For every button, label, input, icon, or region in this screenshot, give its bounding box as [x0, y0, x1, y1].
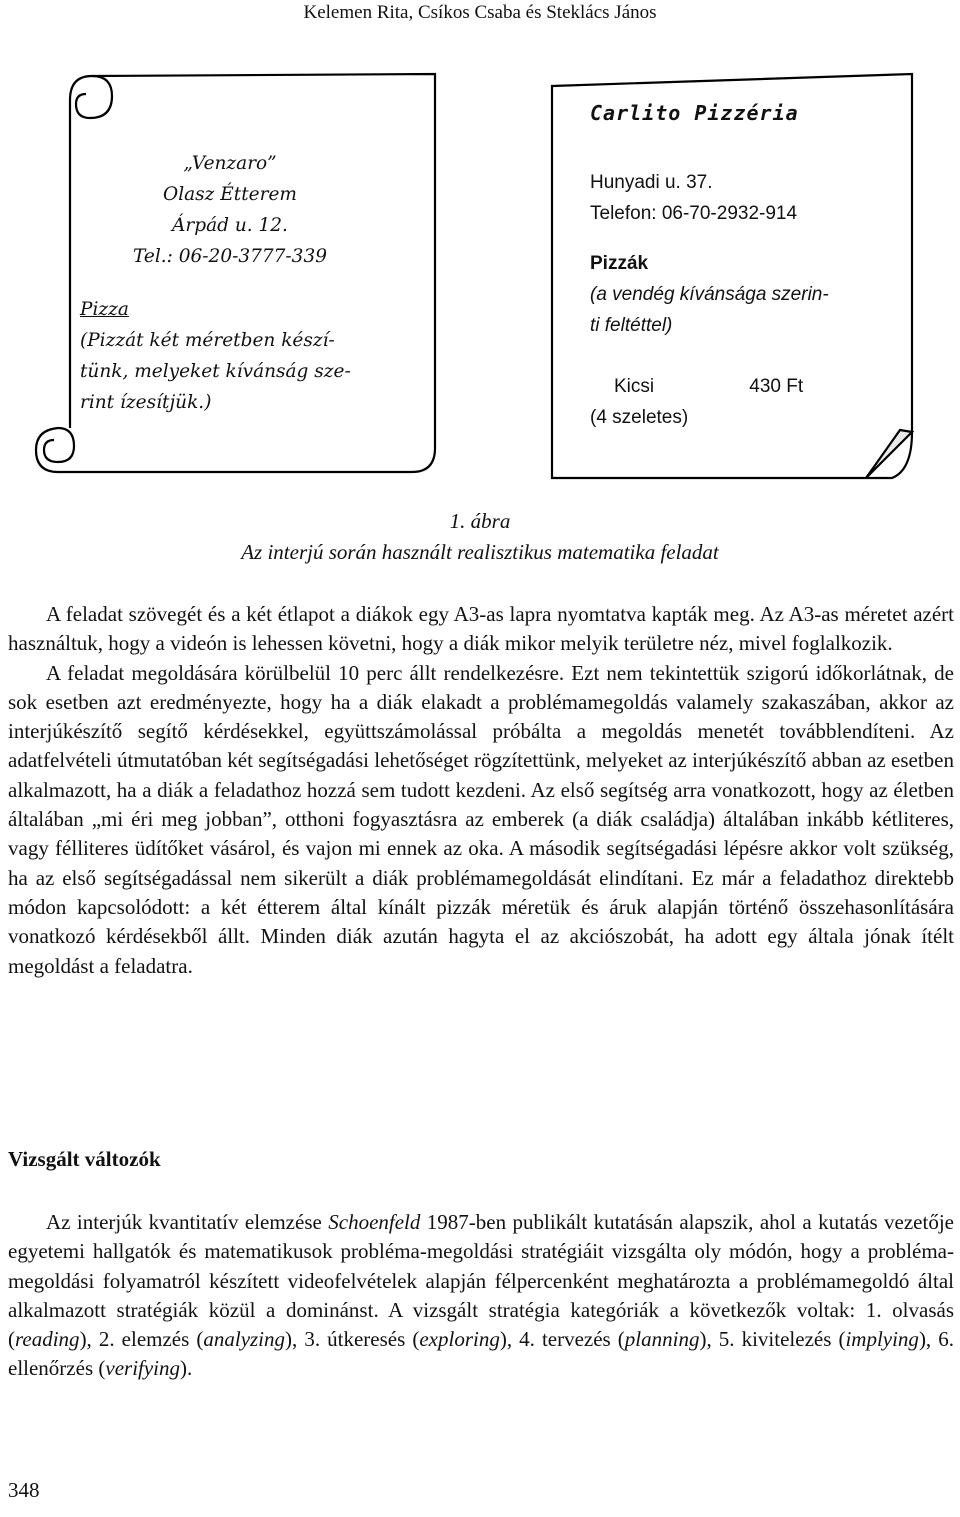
carlito-desc-2: ti feltéttel)	[590, 315, 673, 336]
paragraph-1: A feladat szövegét és a két étlapot a diákok egy A3-as lapra nyomtatva kapták meg. Az A3-as méretet azért használtuk, hogy a videón is lehessen követni, hogy a diák mikor melyik területre néz, mivel foglalkozik.	[8, 602, 954, 656]
figure-caption	[0, 506, 960, 568]
venzaro-phone: Tel.: 06-20-3777-339	[133, 246, 327, 267]
carlito-section: Pizzák	[590, 253, 649, 274]
carlito-name: Carlito Pizzéria	[590, 101, 799, 125]
venzaro-desc-1: (Pizzát két méretben készí-	[80, 330, 335, 351]
figure-title: Az interjú során használt realisztikus matematika feladat	[241, 540, 719, 564]
carlito-phone: Telefon: 06-70-2932-914	[590, 203, 798, 224]
carlito-desc-1: (a vendég kívánsága szerin-	[590, 284, 829, 305]
venzaro-name: „Venzaro”	[183, 153, 277, 174]
carlito-price: 430 Ft	[749, 376, 804, 397]
paragraph-2: A feladat megoldására körülbelül 10 perc állt rendelkezésre. Ezt nem tekintettük szigorú időkorlátnak, de sok esetben azt eredményezte, hogy ha a diák elakadt a problémamegoldás valamely szakaszában, akkor az interjúkészítő segítő kérdésekkel, együttszámolással próbálta a megoldás menetét továbblendíteni. Az adatfelvételi útmutatóban két segítségadási lehetőséget rögzítettünk, melyeket az interjúkészítő abban az esetben alkalmazott, ha a diák a feladathoz hozzá sem tudott kezdeni. Az első segítség arra vonatkozott, hogy az életben általában „mi éri meg jobban”, otthoni fogyasztásra az emberek (a diák családja) általában inkább kétliteres, vagy félliteres üdítőket vásárol, és vajon mi ennek az oka. A második segítségadási lépésre akkor volt szükség, ha az első segítségadással nem sikerült a diák problémamegoldását elindítani. Ez már a feladathoz direktebb módon kapcsolódott: a két étterem által kínált pizzák méretük és áruk alapján történő összehasonlítására vonatkozó kérdésekből állt. Minden diák azután hagyta el az akciószobát, ha adott egy általa jónak ítélt megoldást a feladatra.	[8, 660, 954, 978]
page-number: 348	[8, 1478, 40, 1502]
venzaro-desc-2: tünk, melyeket kívánság sze-	[80, 361, 351, 382]
body-text-top	[8, 600, 954, 981]
carlito-item-note: (4 szeletes)	[590, 407, 689, 428]
section-heading: Vizsgált változók	[8, 1147, 161, 1171]
figure-label: 1. ábra	[449, 509, 511, 533]
paragraph-3: Az interjúk kvantitatív elemzése Schoenfeld 1987-ben publikált kutatásán alapszik, ahol a kutatás vezetője egyetemi hallgatók és matematikusok probléma-megoldási stratégiáit vizsgálta oly módón, hogy a probléma-megoldási folyamatról készített videofelvételek alapján félpercenként meghatározta a problémamegoldó által alkalmazott stratégiák közül a dominánst. A vizsgált stratégia kategóriák a következők voltak: 1. olvasás (reading), 2. elemzés (analyzing), 3. útkeresés (exploring), 4. tervezés (planning), 5. kivitelezés (implying), 6. ellenőrzés (verifying).	[8, 1210, 954, 1381]
venzaro-desc-3: rint ízesítjük.)	[80, 392, 212, 413]
venzaro-section: Pizza	[80, 299, 129, 320]
venzaro-subtitle: Olasz Étterem	[163, 184, 297, 205]
carlito-menu	[590, 98, 890, 433]
body-text-bottom	[8, 1208, 954, 1384]
carlito-item: Kicsi	[614, 376, 655, 397]
carlito-address: Hunyadi u. 37.	[590, 172, 713, 193]
venzaro-address: Árpád u. 12.	[172, 215, 288, 236]
running-header: Kelemen Rita, Csíkos Csaba és Steklács János	[303, 2, 657, 23]
venzaro-menu	[80, 148, 380, 418]
